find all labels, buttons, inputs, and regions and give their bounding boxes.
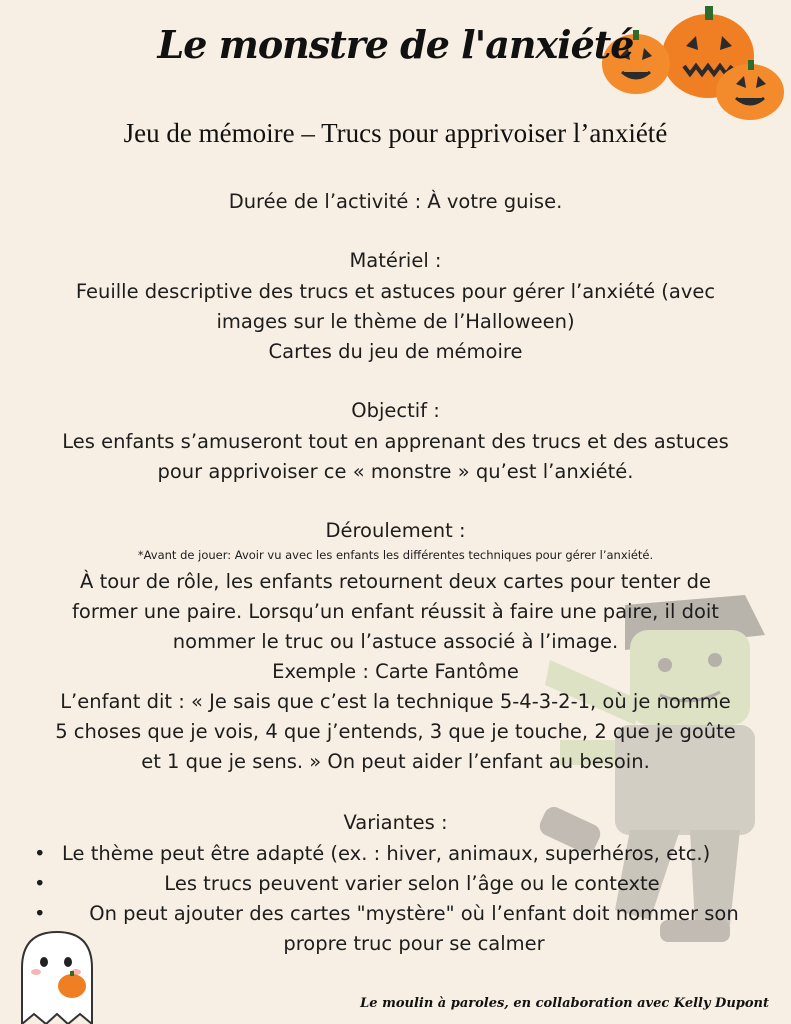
variante-item: Les trucs peuvent varier selon l’âge ou le contexte xyxy=(164,872,660,895)
bullet-icon: • xyxy=(34,902,46,925)
variante-item: On peut ajouter des cartes "mystère" où l’enfant doit nommer son xyxy=(89,902,739,925)
materiel-heading: Matériel : xyxy=(349,249,442,272)
variante-item: Le thème peut être adapté (ex. : hiver, animaux, superhéros, etc.) xyxy=(62,842,711,865)
deroulement-note: *Avant de jouer: Avoir vu avec les enfants les différentes techniques pour gérer l’anxiété. xyxy=(137,548,654,562)
objectif-line: Les enfants s’amuseront tout en apprenant des trucs et des astuces xyxy=(62,430,729,453)
materiel-line: Cartes du jeu de mémoire xyxy=(268,340,523,363)
deroulement-line: et 1 que je sens. » On peut aider l’enfant au besoin. xyxy=(141,750,650,773)
variante-item-continued: propre truc pour se calmer xyxy=(283,932,545,955)
variantes-heading: Variantes : xyxy=(343,811,448,834)
footer-credit: Le moulin à paroles, en collaboration avec Kelly Dupont xyxy=(360,996,769,1011)
objectif-line: pour apprivoiser ce « monstre » qu’est l’anxiété. xyxy=(157,460,634,483)
page-title: Le monstre de l'anxiété xyxy=(157,22,634,67)
deroulement-example: Exemple : Carte Fantôme xyxy=(272,660,519,683)
bullet-icon: • xyxy=(34,842,46,865)
deroulement-line: nommer le truc ou l’astuce associé à l’image. xyxy=(172,630,619,653)
deroulement-line: 5 choses que je vois, 4 que j’entends, 3 que je touche, 2 que je goûte xyxy=(55,720,736,743)
page-subtitle: Jeu de mémoire – Trucs pour apprivoiser l’anxiété xyxy=(123,118,668,148)
deroulement-heading: Déroulement : xyxy=(325,519,466,542)
deroulement-line: À tour de rôle, les enfants retournent deux cartes pour tenter de xyxy=(80,570,711,593)
materiel-line: Feuille descriptive des trucs et astuces pour gérer l’anxiété (avec xyxy=(75,280,716,303)
duration-text: Durée de l’activité : À votre guise. xyxy=(228,190,563,213)
bullet-icon: • xyxy=(34,872,46,895)
materiel-line: images sur le thème de l’Halloween) xyxy=(216,310,575,333)
deroulement-line: L’enfant dit : « Je sais que c’est la technique 5-4-3-2-1, où je nomme xyxy=(60,690,731,713)
objectif-heading: Objectif : xyxy=(351,399,440,422)
deroulement-line: former une paire. Lorsqu’un enfant réussit à faire une paire, il doit xyxy=(72,600,719,623)
